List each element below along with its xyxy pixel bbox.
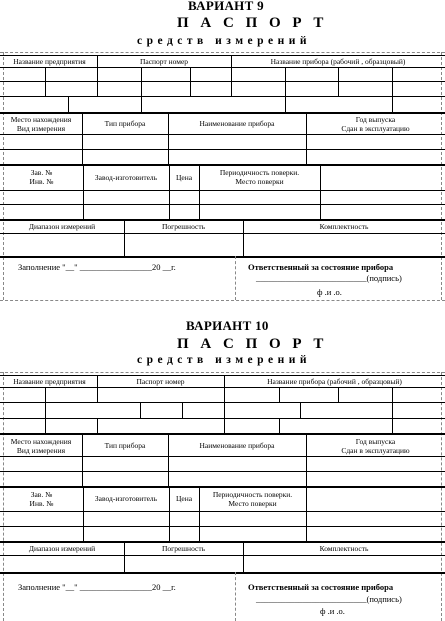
table-rule (45, 387, 46, 433)
table-rule (0, 456, 445, 457)
header-device-name: Название прибора (рабочий , образцовый) (267, 377, 402, 386)
header-price: Цена (175, 494, 193, 503)
table-rule (97, 418, 98, 433)
table-rule (182, 402, 183, 418)
table-rule (141, 81, 142, 112)
page-guide-line (0, 372, 445, 373)
header-completeness: Комплектность (319, 544, 369, 553)
table-rule (0, 375, 445, 376)
header-completeness: Комплектность (319, 222, 369, 231)
header-range: Диапазон измерений (28, 544, 96, 553)
header-passport-number: Паспорт номер (139, 57, 189, 66)
passport-title: П А С П О Р Т (177, 15, 328, 31)
passport-title: П А С П О Р Т (177, 336, 328, 352)
table-rule (392, 67, 393, 81)
table-rule (0, 572, 445, 574)
header-error: Погрешность (161, 222, 206, 231)
table-rule (97, 67, 98, 96)
table-rule (190, 67, 191, 96)
header-year: Год выпуска Сдан в эксплуатацию (341, 437, 410, 455)
table-rule (0, 204, 445, 205)
header-device-naming: Наименование прибора (199, 119, 275, 128)
table-rule (231, 67, 232, 96)
header-verification: Периодичность поверки. Место поверки (212, 490, 293, 508)
page-guide-line (441, 372, 442, 621)
table-rule (0, 402, 445, 403)
header-error: Погрешность (161, 544, 206, 553)
table-rule (0, 81, 445, 82)
variant-title: ВАРИАНТ 9 (188, 0, 264, 13)
table-rule (300, 402, 301, 418)
header-price: Цена (175, 173, 193, 182)
header-enterprise: Название предприятия (13, 57, 86, 66)
header-device-naming: Наименование прибора (199, 441, 275, 450)
header-location: Место нахождения Вид измерения (10, 437, 72, 455)
header-enterprise: Название предприятия (13, 377, 86, 386)
table-rule (338, 387, 339, 402)
page-guide-line (0, 300, 445, 301)
table-rule (0, 219, 445, 221)
table-rule (0, 486, 445, 488)
responsible-label: Ответственный за состояние прибора (248, 262, 394, 272)
table-rule (285, 67, 286, 81)
table-rule (0, 134, 445, 135)
table-rule (0, 149, 445, 150)
header-device-type: Тип прибора (104, 119, 146, 128)
fio-label: ф .и .о. (317, 287, 342, 297)
page-guide-line (235, 572, 236, 621)
table-rule (279, 387, 280, 402)
table-rule (0, 511, 445, 512)
table-rule (45, 67, 46, 96)
passport-subtitle: средств измерений (137, 35, 312, 47)
header-serial: Зав. № Инв. № (29, 490, 54, 508)
table-rule (141, 67, 142, 81)
table-rule (0, 96, 445, 97)
table-rule (0, 433, 445, 435)
page-guide-line (441, 52, 442, 300)
table-rule (0, 112, 445, 114)
table-rule (279, 418, 280, 433)
table-rule (0, 164, 445, 166)
table-rule (97, 387, 98, 402)
table-rule (0, 555, 445, 556)
header-device-name: Название прибора (рабочий , образцовый) (270, 57, 406, 66)
table-rule (0, 256, 445, 258)
header-passport-number: Паспорт номер (136, 377, 185, 386)
header-manufacturer: Завод-изготовитель (94, 494, 158, 503)
header-device-type: Тип прибора (104, 441, 146, 450)
header-location: Место нахождения Вид измерения (10, 115, 72, 133)
table-rule (306, 486, 307, 541)
table-rule (0, 387, 445, 388)
table-rule (140, 402, 141, 418)
table-rule (392, 81, 393, 112)
table-rule (0, 67, 445, 68)
table-rule (0, 418, 445, 419)
fill-date-line: Заполнение "__" _________________20 __г. (18, 262, 176, 272)
table-rule (392, 387, 393, 433)
signature-line: __________________________(подпись) (256, 273, 402, 283)
page-guide-line (235, 256, 236, 300)
signature-line: __________________________(подпись) (256, 594, 402, 604)
header-serial: Зав. № Инв. № (29, 168, 54, 186)
table-rule (0, 541, 445, 543)
table-rule (285, 81, 286, 112)
table-rule (0, 233, 445, 234)
variant-title: ВАРИАНТ 10 (186, 318, 269, 333)
header-manufacturer: Завод-изготовитель (94, 173, 158, 182)
table-rule (0, 526, 445, 527)
table-rule (338, 67, 339, 96)
responsible-label: Ответственный за состояние прибора (248, 582, 394, 592)
header-year: Год выпуска Сдан в эксплуатацию (341, 115, 410, 133)
passport-subtitle: средств измерений (137, 354, 312, 366)
fio-label: ф .и .о. (320, 606, 345, 616)
table-rule (320, 164, 321, 219)
header-range: Диапазон измерений (28, 222, 96, 231)
table-rule (224, 387, 225, 433)
header-verification: Периодичность поверки. Место поверки (219, 168, 300, 186)
fill-date-line: Заполнение "__" _________________20 __г. (18, 582, 176, 592)
page-guide-line (0, 52, 445, 53)
table-rule (0, 471, 445, 472)
table-rule (0, 55, 445, 56)
table-rule (68, 96, 69, 112)
table-rule (0, 190, 445, 191)
